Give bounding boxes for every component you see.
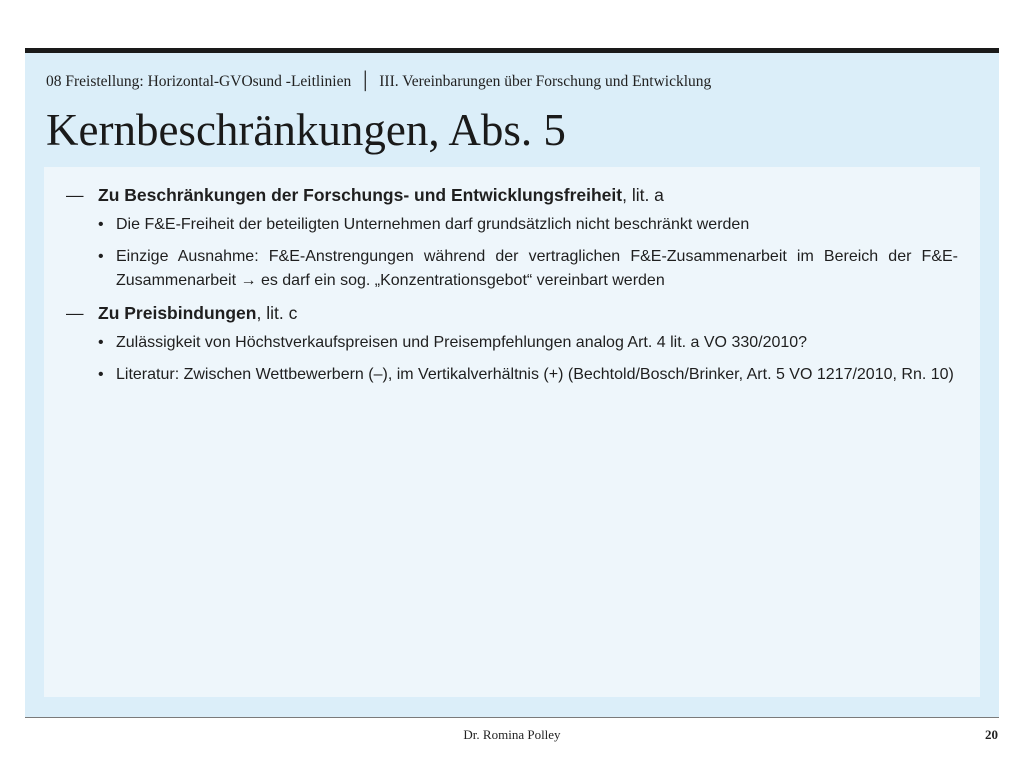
bullet-marker: •	[98, 334, 104, 351]
section-heading-bold: Zu Beschränkungen der Forschungs- und Entwicklungsfreiheit	[98, 185, 623, 205]
breadcrumb-separator: │	[359, 71, 372, 90]
page-number: 20	[985, 727, 998, 742]
bullet-marker: •	[98, 366, 104, 383]
slide-title: Kernbeschränkungen, Abs. 5	[46, 105, 566, 155]
dash-marker: —	[66, 185, 84, 205]
list-item-text: Einzige Ausnahme: F&E-Anstrengungen während der vertraglichen F&E-Zusammenarbeit im Bereich der F&E-Zusammenarbeit → es darf ein sog. „Konzentrationsgebot“ vereinbart werden	[116, 248, 958, 289]
section-heading-bold: Zu Preisbindungen	[98, 303, 257, 323]
dash-marker: —	[66, 303, 84, 323]
section-heading-suffix: , lit. c	[256, 303, 298, 323]
list-item	[66, 363, 958, 387]
bullet-marker: •	[98, 216, 104, 233]
content-box	[44, 167, 980, 697]
list-item	[66, 331, 958, 355]
list-item-text: Literatur: Zwischen Wettbewerbern (–), im Vertikalverhältnis (+) (Bechtold/Bosch/Brinker, Art. 5 VO 1217/2010, Rn. 10)	[116, 366, 954, 383]
breadcrumb-section: III. Vereinbarungen über Forschung und Entwicklung	[379, 73, 712, 90]
section-heading-1	[66, 183, 958, 207]
list-item	[66, 245, 958, 293]
list-item-text: Zulässigkeit von Höchstverkaufspreisen und Preisempfehlungen analog Art. 4 lit. a VO 330/2010?	[116, 334, 808, 351]
breadcrumb-chapter: 08 Freistellung: Horizontal-GVOsund -Leitlinien	[46, 73, 352, 90]
bullet-marker: •	[98, 248, 104, 265]
breadcrumb	[46, 71, 976, 91]
section-heading-2	[66, 301, 958, 325]
list-item	[66, 213, 958, 237]
section-heading-suffix: , lit. a	[622, 185, 664, 205]
list-item-text: Die F&E-Freiheit der beteiligten Unternehmen darf grundsätzlich nicht beschränkt werden	[116, 216, 750, 233]
footer-author: Dr. Romina Polley	[463, 727, 561, 742]
footer-rule	[25, 717, 999, 718]
